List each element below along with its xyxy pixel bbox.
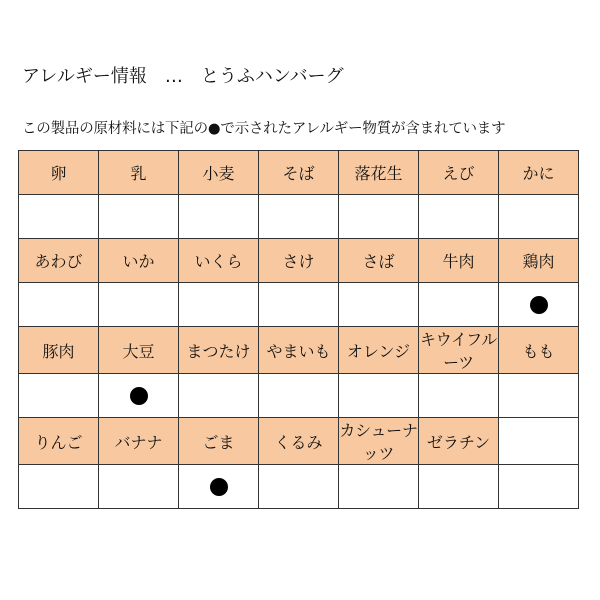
allergen-name-cell: 乳: [99, 151, 179, 195]
allergen-name-cell: 卵: [19, 151, 99, 195]
allergen-mark-cell: [499, 374, 579, 418]
contains-mark-dot: [530, 296, 548, 314]
allergen-name-cell: さけ: [259, 239, 339, 283]
allergen-mark-cell: [179, 465, 259, 509]
allergen-name-cell: 小麦: [179, 151, 259, 195]
allergen-mark-cell: [259, 195, 339, 239]
allergen-mark-row: [19, 283, 579, 327]
page-title: アレルギー情報 … とうふハンバーグ: [22, 66, 344, 87]
allergen-name-cell: りんご: [19, 418, 99, 465]
allergen-name-cell: 落花生: [339, 151, 419, 195]
allergen-name-cell: あわび: [19, 239, 99, 283]
allergen-mark-cell: [19, 283, 99, 327]
allergen-name-cell: まつたけ: [179, 327, 259, 374]
allergen-name-cell: いくら: [179, 239, 259, 283]
allergen-mark-cell: [179, 374, 259, 418]
allergen-name-cell: くるみ: [259, 418, 339, 465]
allergen-name-cell: そば: [259, 151, 339, 195]
allergen-mark-cell: [419, 465, 499, 509]
allergen-name-cell: 鶏肉: [499, 239, 579, 283]
allergen-mark-cell: [339, 283, 419, 327]
allergen-mark-cell: [179, 195, 259, 239]
allergen-mark-cell: [99, 465, 179, 509]
allergen-mark-cell: [339, 465, 419, 509]
allergen-name-row: [19, 418, 579, 465]
allergen-name-cell: カシューナッツ: [339, 418, 419, 465]
allergen-name-cell: もも: [499, 327, 579, 374]
allergen-mark-cell: [499, 283, 579, 327]
allergen-name-cell: キウイフルーツ: [419, 327, 499, 374]
allergen-mark-cell: [339, 374, 419, 418]
allergen-mark-cell: [499, 465, 579, 509]
allergen-mark-cell: [419, 283, 499, 327]
allergen-name-row: [19, 239, 579, 283]
allergen-name-cell: 牛肉: [419, 239, 499, 283]
allergen-name-cell: 豚肉: [19, 327, 99, 374]
allergen-name-cell: バナナ: [99, 418, 179, 465]
allergen-name-cell: かに: [499, 151, 579, 195]
allergen-mark-cell: [259, 465, 339, 509]
allergen-mark-cell: [99, 374, 179, 418]
allergen-mark-row: [19, 465, 579, 509]
allergen-mark-cell: [499, 195, 579, 239]
allergen-name-cell: ごま: [179, 418, 259, 465]
allergen-name-cell: さば: [339, 239, 419, 283]
allergen-mark-cell: [419, 195, 499, 239]
contains-mark-dot: [210, 478, 228, 496]
allergen-mark-cell: [19, 374, 99, 418]
allergen-name-cell: やまいも: [259, 327, 339, 374]
allergen-name-row: [19, 151, 579, 195]
allergen-name-cell: えび: [419, 151, 499, 195]
allergen-mark-row: [19, 195, 579, 239]
allergen-mark-cell: [19, 465, 99, 509]
allergen-name-cell: 大豆: [99, 327, 179, 374]
allergen-notice: この製品の原材料には下記の●で示されたアレルギー物質が含まれています: [22, 121, 506, 137]
empty-cell: [499, 418, 579, 465]
allergen-mark-cell: [19, 195, 99, 239]
allergen-mark-cell: [99, 283, 179, 327]
allergen-mark-cell: [339, 195, 419, 239]
allergen-mark-row: [19, 374, 579, 418]
allergen-table: [18, 150, 579, 509]
allergen-mark-cell: [419, 374, 499, 418]
allergen-mark-cell: [259, 374, 339, 418]
contains-mark-dot: [130, 387, 148, 405]
allergen-name-cell: オレンジ: [339, 327, 419, 374]
allergen-name-row: [19, 327, 579, 374]
allergen-name-cell: ゼラチン: [419, 418, 499, 465]
allergen-name-cell: いか: [99, 239, 179, 283]
allergen-mark-cell: [99, 195, 179, 239]
allergen-mark-cell: [259, 283, 339, 327]
allergen-mark-cell: [179, 283, 259, 327]
